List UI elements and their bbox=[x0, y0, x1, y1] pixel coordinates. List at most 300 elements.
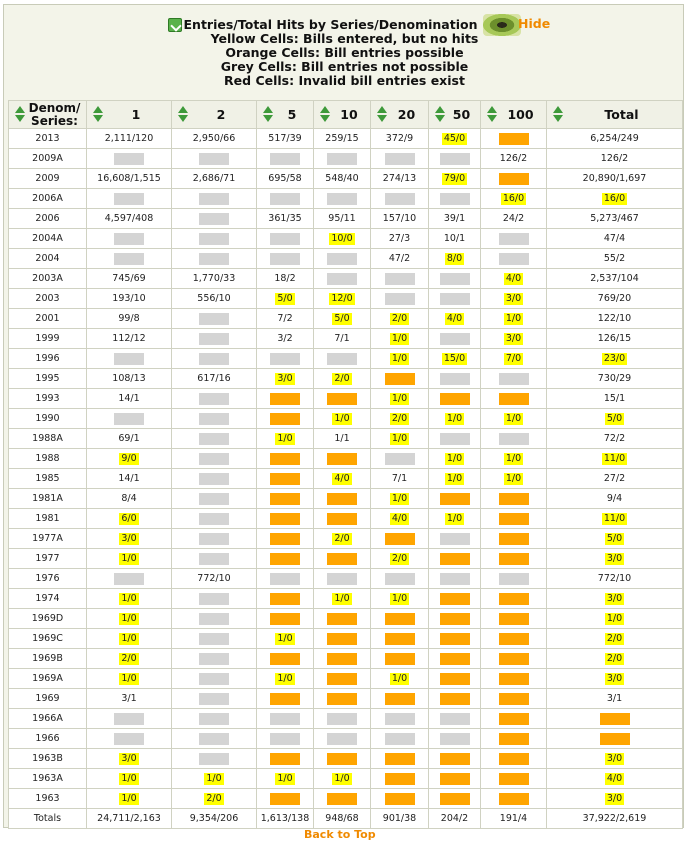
table-cell[interactable] bbox=[481, 289, 547, 309]
orange-cell-marker bbox=[440, 613, 470, 625]
yellow-cell-value: 6/0 bbox=[121, 512, 137, 524]
table-cell[interactable] bbox=[314, 469, 371, 489]
table-cell[interactable] bbox=[547, 349, 683, 369]
table-cell[interactable] bbox=[87, 749, 172, 769]
table-cell[interactable] bbox=[481, 469, 547, 489]
table-cell[interactable] bbox=[371, 309, 429, 329]
column-header-label: Denom/ Series: bbox=[28, 100, 81, 128]
cell-value: 7/2 bbox=[277, 312, 293, 324]
table-cell bbox=[172, 469, 257, 489]
yellow-cell-value: 3/0 bbox=[121, 752, 137, 764]
total-value: 9,354/206 bbox=[172, 809, 257, 829]
grey-cell-marker bbox=[440, 333, 470, 345]
table-cell bbox=[429, 549, 481, 569]
totals-row bbox=[9, 809, 683, 829]
column-header-20[interactable] bbox=[371, 101, 429, 129]
table-cell[interactable] bbox=[87, 549, 172, 569]
table-cell[interactable] bbox=[257, 369, 314, 389]
table-row bbox=[9, 589, 683, 609]
yellow-cell-value: 79/0 bbox=[443, 172, 466, 184]
table-row bbox=[9, 409, 683, 429]
table-cell bbox=[371, 289, 429, 309]
table-cell[interactable] bbox=[314, 429, 371, 449]
column-header-total[interactable] bbox=[547, 101, 683, 129]
orange-cell-marker bbox=[327, 653, 357, 665]
table-cell[interactable] bbox=[547, 249, 683, 269]
table-cell[interactable] bbox=[172, 789, 257, 809]
table-body bbox=[9, 129, 683, 829]
table-cell[interactable] bbox=[481, 189, 547, 209]
table-cell[interactable] bbox=[87, 649, 172, 669]
back-to-top-link[interactable]: Back to Top bbox=[304, 828, 376, 841]
table-cell[interactable] bbox=[547, 529, 683, 549]
cell-value: 1/1 bbox=[334, 432, 350, 444]
column-header-2[interactable] bbox=[172, 101, 257, 129]
table-row bbox=[9, 269, 683, 289]
table-cell bbox=[87, 249, 172, 269]
table-cell bbox=[429, 569, 481, 589]
table-cell[interactable] bbox=[547, 609, 683, 629]
orange-cell-marker bbox=[385, 753, 415, 765]
table-row bbox=[9, 509, 683, 529]
column-header-100[interactable] bbox=[481, 101, 547, 129]
table-cell[interactable] bbox=[481, 449, 547, 469]
table-cell[interactable] bbox=[429, 509, 481, 529]
table-cell[interactable] bbox=[547, 669, 683, 689]
total-value: 901/38 bbox=[371, 809, 429, 829]
orange-cell-marker bbox=[440, 593, 470, 605]
table-cell[interactable] bbox=[371, 129, 429, 149]
table-cell[interactable] bbox=[172, 289, 257, 309]
cell-value: 15/1 bbox=[603, 392, 626, 404]
table-cell[interactable] bbox=[87, 609, 172, 629]
table-cell bbox=[429, 609, 481, 629]
table-cell[interactable] bbox=[547, 389, 683, 409]
table-cell[interactable] bbox=[87, 329, 172, 349]
table-cell[interactable] bbox=[172, 569, 257, 589]
table-cell[interactable] bbox=[547, 749, 683, 769]
grey-cell-marker bbox=[440, 153, 470, 165]
table-cell bbox=[314, 449, 371, 469]
series-label: 2004 bbox=[9, 249, 87, 269]
table-cell[interactable] bbox=[547, 489, 683, 509]
table-cell[interactable] bbox=[429, 129, 481, 149]
table-cell[interactable] bbox=[257, 769, 314, 789]
table-cell[interactable] bbox=[547, 549, 683, 569]
table-cell[interactable] bbox=[547, 209, 683, 229]
yellow-cell-value: 23/0 bbox=[603, 352, 626, 364]
total-value: 37,922/2,619 bbox=[547, 809, 683, 829]
grey-cell-marker bbox=[199, 453, 229, 465]
orange-cell-marker bbox=[440, 753, 470, 765]
table-cell[interactable] bbox=[429, 409, 481, 429]
sort-arrows-icon[interactable] bbox=[487, 106, 497, 123]
grey-cell-marker bbox=[327, 253, 357, 265]
table-cell bbox=[481, 689, 547, 709]
table-cell[interactable] bbox=[547, 769, 683, 789]
table-cell bbox=[429, 769, 481, 789]
series-label: 1990 bbox=[9, 409, 87, 429]
table-cell bbox=[257, 349, 314, 369]
table-cell[interactable] bbox=[371, 389, 429, 409]
yellow-cell-value: 1/0 bbox=[505, 472, 522, 484]
table-cell[interactable] bbox=[371, 669, 429, 689]
grey-cell-marker bbox=[114, 413, 144, 425]
table-cell bbox=[481, 709, 547, 729]
grey-cell-marker bbox=[270, 353, 300, 365]
table-cell[interactable] bbox=[314, 329, 371, 349]
orange-cell-marker bbox=[270, 753, 300, 765]
table-cell bbox=[314, 249, 371, 269]
series-label: 2006A bbox=[9, 189, 87, 209]
table-cell[interactable] bbox=[314, 769, 371, 789]
table-cell[interactable] bbox=[371, 209, 429, 229]
table-cell[interactable] bbox=[87, 169, 172, 189]
table-cell[interactable] bbox=[481, 269, 547, 289]
table-cell bbox=[87, 709, 172, 729]
table-cell[interactable] bbox=[547, 569, 683, 589]
table-cell[interactable] bbox=[257, 129, 314, 149]
yellow-cell-value: 3/0 bbox=[277, 372, 293, 384]
table-cell bbox=[429, 369, 481, 389]
table-cell[interactable] bbox=[257, 289, 314, 309]
table-cell[interactable] bbox=[547, 149, 683, 169]
series-label: 1993 bbox=[9, 389, 87, 409]
table-cell[interactable] bbox=[257, 429, 314, 449]
table-cell[interactable] bbox=[547, 689, 683, 709]
table-cell[interactable] bbox=[257, 169, 314, 189]
table-row bbox=[9, 189, 683, 209]
yellow-cell-value: 45/0 bbox=[443, 132, 466, 144]
series-label: 1976 bbox=[9, 569, 87, 589]
table-cell[interactable] bbox=[547, 229, 683, 249]
cell-value: 7/1 bbox=[391, 472, 408, 484]
table-cell[interactable] bbox=[257, 629, 314, 649]
table-cell bbox=[314, 149, 371, 169]
table-cell[interactable] bbox=[87, 309, 172, 329]
orange-cell-marker bbox=[385, 773, 415, 785]
table-cell[interactable] bbox=[314, 589, 371, 609]
table-cell bbox=[257, 529, 314, 549]
table-cell[interactable] bbox=[547, 649, 683, 669]
table-cell[interactable] bbox=[87, 589, 172, 609]
sort-arrows-icon[interactable] bbox=[377, 106, 387, 123]
table-cell[interactable] bbox=[172, 769, 257, 789]
table-cell[interactable] bbox=[481, 149, 547, 169]
orange-cell-marker bbox=[499, 613, 529, 625]
yellow-cell-value: 2/0 bbox=[391, 552, 408, 564]
table-cell[interactable] bbox=[87, 509, 172, 529]
grey-cell-marker bbox=[199, 613, 229, 625]
table-cell[interactable] bbox=[371, 489, 429, 509]
table-cell[interactable] bbox=[547, 589, 683, 609]
table-cell[interactable] bbox=[429, 469, 481, 489]
table-cell bbox=[87, 229, 172, 249]
table-cell[interactable] bbox=[314, 369, 371, 389]
table-cell[interactable] bbox=[87, 129, 172, 149]
table-row bbox=[9, 229, 683, 249]
table-cell bbox=[481, 369, 547, 389]
table-cell[interactable] bbox=[314, 129, 371, 149]
grey-cell-marker bbox=[499, 433, 529, 445]
series-label: 1985 bbox=[9, 469, 87, 489]
table-cell bbox=[481, 569, 547, 589]
table-cell[interactable] bbox=[429, 449, 481, 469]
series-label: 1963 bbox=[9, 789, 87, 809]
table-cell[interactable] bbox=[371, 469, 429, 489]
table-cell[interactable] bbox=[314, 529, 371, 549]
series-label: 2001 bbox=[9, 309, 87, 329]
table-cell[interactable] bbox=[429, 229, 481, 249]
yellow-cell-value: 4/0 bbox=[334, 472, 350, 484]
orange-cell-marker bbox=[440, 793, 470, 805]
yellow-cell-value: 1/0 bbox=[277, 432, 293, 444]
table-cell[interactable] bbox=[481, 329, 547, 349]
panel-title: Entries/Total Hits by Series/Denomination bbox=[183, 17, 478, 32]
table-cell[interactable] bbox=[87, 269, 172, 289]
table-cell[interactable] bbox=[371, 169, 429, 189]
column-header-label: 2 bbox=[216, 107, 226, 122]
table-cell bbox=[257, 649, 314, 669]
table-cell[interactable] bbox=[547, 469, 683, 489]
table-cell[interactable] bbox=[257, 669, 314, 689]
table-cell[interactable] bbox=[547, 509, 683, 529]
table-cell[interactable] bbox=[87, 469, 172, 489]
table-cell[interactable] bbox=[547, 369, 683, 389]
yellow-cell-value: 2/0 bbox=[391, 412, 408, 424]
cell-value: 2,537/104 bbox=[590, 272, 639, 284]
series-label: 2009A bbox=[9, 149, 87, 169]
column-header-1[interactable] bbox=[87, 101, 172, 129]
table-cell[interactable] bbox=[87, 389, 172, 409]
table-cell[interactable] bbox=[547, 329, 683, 349]
table-cell bbox=[314, 569, 371, 589]
sort-arrows-icon[interactable] bbox=[93, 106, 103, 123]
table-cell bbox=[172, 649, 257, 669]
table-cell bbox=[257, 689, 314, 709]
table-cell[interactable] bbox=[371, 409, 429, 429]
table-cell[interactable] bbox=[172, 129, 257, 149]
table-row bbox=[9, 369, 683, 389]
toggle-icon[interactable] bbox=[168, 18, 182, 32]
sort-arrows-icon[interactable] bbox=[178, 106, 188, 123]
table-cell[interactable] bbox=[371, 509, 429, 529]
grey-cell-marker bbox=[199, 233, 229, 245]
orange-cell-marker bbox=[327, 693, 357, 705]
cell-value: 27/2 bbox=[603, 472, 626, 484]
table-cell[interactable] bbox=[481, 309, 547, 329]
table-cell bbox=[429, 329, 481, 349]
yellow-cell-value: 1/0 bbox=[446, 472, 463, 484]
orange-cell-marker bbox=[499, 773, 529, 785]
table-cell bbox=[257, 729, 314, 749]
cell-value: 769/20 bbox=[597, 292, 632, 304]
table-cell[interactable] bbox=[257, 329, 314, 349]
table-cell[interactable] bbox=[257, 209, 314, 229]
sort-arrows-icon[interactable] bbox=[15, 106, 25, 123]
table-cell[interactable] bbox=[429, 349, 481, 369]
table-cell[interactable] bbox=[314, 289, 371, 309]
table-row bbox=[9, 789, 683, 809]
orange-cell-marker bbox=[270, 793, 300, 805]
table-row bbox=[9, 649, 683, 669]
table-cell[interactable] bbox=[547, 429, 683, 449]
sort-arrows-icon[interactable] bbox=[263, 106, 273, 123]
cell-value: 112/12 bbox=[112, 332, 146, 344]
table-cell[interactable] bbox=[371, 329, 429, 349]
grey-cell-marker bbox=[199, 253, 229, 265]
grey-cell-marker bbox=[199, 533, 229, 545]
sort-arrows-icon[interactable] bbox=[320, 106, 330, 123]
grey-cell-marker bbox=[199, 493, 229, 505]
table-cell[interactable] bbox=[547, 129, 683, 149]
table-cell[interactable] bbox=[371, 249, 429, 269]
grey-cell-marker bbox=[385, 573, 415, 585]
table-cell[interactable] bbox=[172, 169, 257, 189]
cell-value: 126/2 bbox=[600, 152, 629, 164]
grey-cell-marker bbox=[440, 573, 470, 585]
table-cell[interactable] bbox=[87, 289, 172, 309]
table-cell bbox=[429, 289, 481, 309]
table-cell[interactable] bbox=[547, 409, 683, 429]
sort-arrows-icon[interactable] bbox=[553, 106, 563, 123]
cell-value: 47/4 bbox=[603, 232, 626, 244]
yellow-cell-value: 4/0 bbox=[391, 512, 408, 524]
table-cell[interactable] bbox=[429, 169, 481, 189]
grey-cell-marker bbox=[199, 313, 229, 325]
grey-cell-marker bbox=[270, 153, 300, 165]
series-label: 2003A bbox=[9, 269, 87, 289]
orange-cell-marker bbox=[270, 593, 300, 605]
table-cell[interactable] bbox=[314, 229, 371, 249]
table-cell[interactable] bbox=[257, 309, 314, 329]
table-cell[interactable] bbox=[371, 229, 429, 249]
table-cell[interactable] bbox=[87, 429, 172, 449]
yellow-cell-value: 8/0 bbox=[446, 252, 463, 264]
hide-link[interactable]: Hide bbox=[518, 16, 551, 31]
cell-value: 8/4 bbox=[121, 492, 137, 504]
legend-yellow: Yellow Cells: Bills entered, but no hits bbox=[210, 31, 479, 46]
table-cell[interactable] bbox=[547, 309, 683, 329]
cell-value: 2,686/71 bbox=[192, 172, 236, 184]
column-header-50[interactable] bbox=[429, 101, 481, 129]
table-cell[interactable] bbox=[87, 789, 172, 809]
table-row bbox=[9, 749, 683, 769]
table-cell bbox=[429, 789, 481, 809]
table-cell[interactable] bbox=[547, 789, 683, 809]
table-cell[interactable] bbox=[481, 349, 547, 369]
series-label: 1988A bbox=[9, 429, 87, 449]
yellow-cell-value: 1/0 bbox=[391, 592, 408, 604]
table-cell bbox=[87, 729, 172, 749]
table-cell bbox=[314, 749, 371, 769]
grey-cell-marker bbox=[199, 553, 229, 565]
table-cell bbox=[172, 409, 257, 429]
table-cell[interactable] bbox=[172, 269, 257, 289]
column-header-series[interactable] bbox=[9, 101, 87, 129]
cell-value: 126/2 bbox=[499, 152, 528, 164]
table-cell[interactable] bbox=[87, 629, 172, 649]
table-cell[interactable] bbox=[481, 409, 547, 429]
table-cell bbox=[371, 649, 429, 669]
column-header-10[interactable] bbox=[314, 101, 371, 129]
table-cell[interactable] bbox=[87, 769, 172, 789]
table-cell bbox=[371, 789, 429, 809]
total-value: 191/4 bbox=[481, 809, 547, 829]
grey-cell-marker bbox=[199, 193, 229, 205]
cell-value: 556/10 bbox=[197, 292, 231, 304]
yellow-cell-value: 9/0 bbox=[121, 452, 137, 464]
table-cell[interactable] bbox=[371, 549, 429, 569]
table-cell[interactable] bbox=[547, 449, 683, 469]
table-cell bbox=[481, 749, 547, 769]
table-cell bbox=[429, 689, 481, 709]
orange-cell-marker bbox=[327, 793, 357, 805]
yellow-cell-value: 7/0 bbox=[505, 352, 522, 364]
table-cell[interactable] bbox=[87, 669, 172, 689]
table-cell bbox=[87, 569, 172, 589]
cell-value: 9/4 bbox=[606, 492, 623, 504]
table-cell[interactable] bbox=[87, 449, 172, 469]
table-header-row bbox=[9, 101, 683, 129]
sort-arrows-icon[interactable] bbox=[435, 106, 445, 123]
table-cell[interactable] bbox=[87, 209, 172, 229]
orange-cell-marker bbox=[499, 553, 529, 565]
table-cell[interactable] bbox=[371, 349, 429, 369]
grey-cell-marker bbox=[270, 193, 300, 205]
table-cell[interactable] bbox=[172, 369, 257, 389]
grey-cell-marker bbox=[270, 733, 300, 745]
table-cell[interactable] bbox=[314, 409, 371, 429]
grey-cell-marker bbox=[385, 453, 415, 465]
table-cell[interactable] bbox=[547, 169, 683, 189]
table-cell[interactable] bbox=[429, 309, 481, 329]
table-cell[interactable] bbox=[87, 689, 172, 709]
table-cell bbox=[547, 729, 683, 749]
table-cell[interactable] bbox=[314, 309, 371, 329]
table-cell[interactable] bbox=[481, 209, 547, 229]
table-cell[interactable] bbox=[547, 189, 683, 209]
column-header-5[interactable] bbox=[257, 101, 314, 129]
table-cell bbox=[429, 149, 481, 169]
yellow-cell-value: 1/0 bbox=[505, 312, 522, 324]
table-cell[interactable] bbox=[547, 629, 683, 649]
cell-value: 372/9 bbox=[385, 132, 414, 144]
table-cell bbox=[314, 349, 371, 369]
series-label: 2003 bbox=[9, 289, 87, 309]
cell-value: 3/1 bbox=[606, 692, 623, 704]
table-cell bbox=[481, 529, 547, 549]
table-cell[interactable] bbox=[371, 589, 429, 609]
table-cell bbox=[257, 509, 314, 529]
table-cell[interactable] bbox=[87, 529, 172, 549]
table-cell bbox=[257, 489, 314, 509]
table-cell[interactable] bbox=[257, 269, 314, 289]
table-cell[interactable] bbox=[314, 169, 371, 189]
table-cell bbox=[371, 369, 429, 389]
table-cell[interactable] bbox=[314, 209, 371, 229]
table-cell[interactable] bbox=[87, 369, 172, 389]
table-cell[interactable] bbox=[87, 489, 172, 509]
yellow-cell-value: 1/0 bbox=[391, 432, 408, 444]
table-cell[interactable] bbox=[429, 249, 481, 269]
table-cell bbox=[172, 349, 257, 369]
table-cell[interactable] bbox=[547, 269, 683, 289]
table-cell[interactable] bbox=[547, 289, 683, 309]
table-cell[interactable] bbox=[429, 209, 481, 229]
table-cell bbox=[314, 649, 371, 669]
table-cell[interactable] bbox=[371, 429, 429, 449]
